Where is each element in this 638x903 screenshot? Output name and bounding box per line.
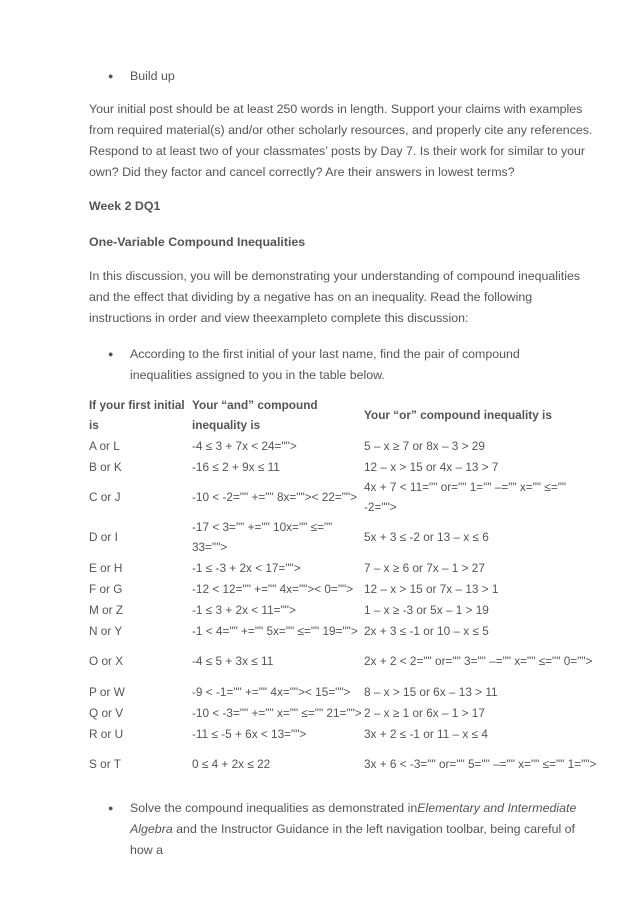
cell-or: 2x + 3 ≤ -1 or 10 – x ≤ 5 [364,623,489,638]
cell-and: -9 < -1="" +="" 4x="">< 15=""> [192,684,351,699]
header-initial: If your first initial is [89,398,185,432]
table-row [89,641,599,681]
table-row [89,435,599,456]
bullet-text-before: Solve the compound inequalities as demonstrated in [130,801,418,815]
cell-and: -17 < 3="" +="" 10x="" ≤="" 33=""> [192,520,333,554]
cell-initial: R or U [89,726,124,741]
cell-or: 3x + 2 ≤ -1 or 11 – x ≤ 4 [364,726,488,741]
cell-or: 1 – x ≥ -3 or 5x – 1 > 19 [364,602,489,617]
header-and: Your “and” compound inequality is [192,398,318,432]
bullet-text-after: and the Instructor Guidance in the left navigation toolbar, being careful of how a [130,822,575,857]
table-row [89,723,599,744]
cell-or: 4x + 7 < 11="" or="" 1="" –="" x="" ≤="" -2=""> [364,480,567,514]
cell-or: 12 – x > 15 or 7x – 13 > 1 [364,581,499,596]
cell-and: -16 ≤ 2 + 9x ≤ 11 [192,459,280,474]
cell-or: 12 – x > 15 or 4x – 13 > 7 [364,459,499,474]
bullet-text: According to the first initial of your last name, find the pair of compound inequalities assigned to you in the table below. [130,347,520,382]
table-row [89,517,599,557]
cell-and: -4 ≤ 5 + 3x ≤ 11 [192,654,274,668]
cell-or: 3x + 6 < -3="" or="" 5="" –="" x="" ≤="" 1=""> [364,757,597,771]
cell-initial: E or H [89,560,123,575]
cell-initial: B or K [89,459,122,474]
cell-and: -1 ≤ -3 + 2x < 17=""> [192,560,301,575]
bullet-dot: ● [108,71,114,81]
topic-heading: One-Variable Compound Inequalities [89,235,306,249]
cell-and: -10 < -2="" +="" 8x="">< 22=""> [192,490,358,504]
cell-or: 2 – x ≥ 1 or 6x – 1 > 17 [364,705,485,720]
header-or: Your “or” compound inequality is [364,408,552,422]
cell-and: -11 ≤ -5 + 6x < 13=""> [192,726,307,741]
table-row [89,599,599,620]
cell-and: -10 < -3="" +="" x="" ≤="" 21=""> [192,705,362,720]
cell-and: -1 ≤ 3 + 2x < 11=""> [192,602,296,617]
week-heading: Week 2 DQ1 [89,199,161,213]
table-row [89,681,599,702]
cell-or: 2x + 2 < 2="" or="" 3="" –="" x="" ≤="" 0=""> [364,654,593,668]
cell-or: 5 – x ≥ 7 or 8x – 3 > 29 [364,438,485,453]
table-row [89,557,599,578]
table-row [89,578,599,599]
table-row [89,456,599,477]
table-row [89,477,599,517]
instructions-paragraph: Your initial post should be at least 250 words in length. Support your claims with examples from required material(s) and/or other scholarly resources, and properly cite any references. Respond to at least two of your classmates’ posts by Day 7. Is their work for similar to your own? Did they factor and cancel correctly? Are their answers in lowest terms? [89,102,593,179]
table-row [89,702,599,723]
cell-and: -1 < 4="" +="" 5x="" ≤="" 19=""> [192,623,358,638]
cell-initial: M or Z [89,602,124,617]
book-title: Elementary and Intermediate Algebra [130,801,577,836]
cell-initial: F or G [89,581,123,596]
cell-or: 7 – x ≥ 6 or 7x – 1 > 27 [364,560,485,575]
intro-paragraph: In this discussion, you will be demonstrating your understanding of compound inequalities and the effect that dividing by a negative has on an inequality. Read the following instructions in order and view theexampleto complete this discussion: [89,269,581,325]
table-header-row [89,395,599,435]
cell-and: -4 ≤ 3 + 7x < 24=""> [192,438,297,453]
cell-or: 8 – x > 15 or 6x – 13 > 11 [364,684,498,699]
cell-initial: O or X [89,654,124,668]
cell-and: 0 ≤ 4 + 2x ≤ 22 [192,757,271,771]
table-body [89,435,599,784]
cell-initial: Q or V [89,705,124,720]
table-row [89,744,599,784]
cell-initial: A or L [89,438,120,453]
cell-initial: S or T [89,757,121,771]
bullet-dot: ● [108,349,114,359]
cell-and: -12 < 12="" +="" 4x="">< 0=""> [192,581,354,596]
table-row [89,620,599,641]
cell-initial: P or W [89,684,125,699]
bullet-text: Build up [130,69,175,83]
bullet-text [130,798,600,861]
cell-initial: C or J [89,490,121,504]
cell-initial: N or Y [89,623,123,638]
bullet-dot: ● [108,803,114,813]
inequalities-table [89,395,599,784]
cell-initial: D or I [89,530,118,544]
cell-or: 5x + 3 ≤ -2 or 13 – x ≤ 6 [364,530,489,544]
